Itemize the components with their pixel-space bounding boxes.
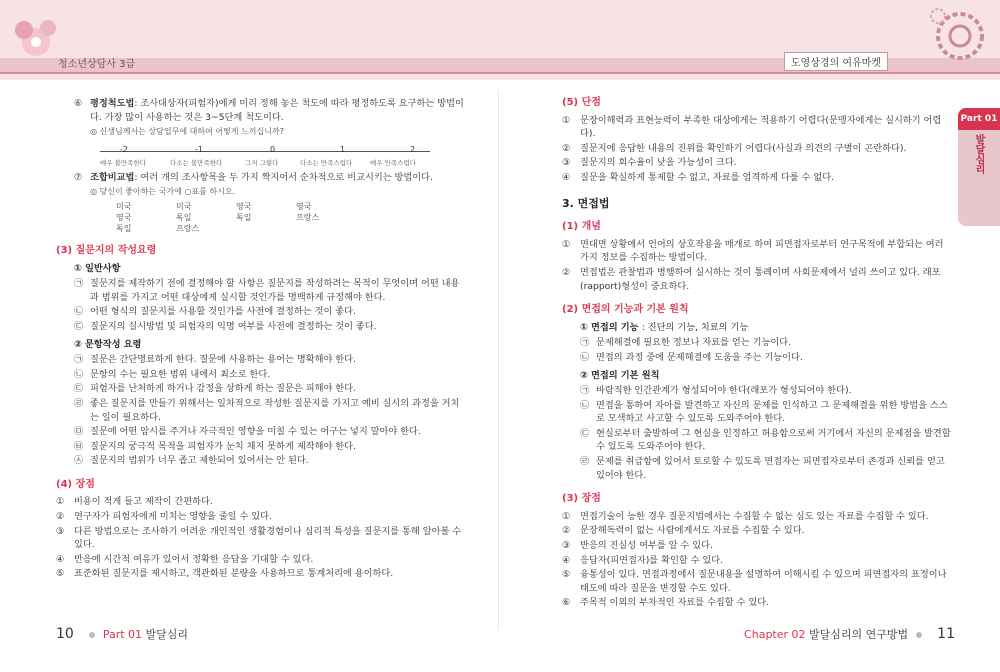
page-gutter [498,90,499,630]
book-title: 청소년상담사 3급 [58,59,136,70]
chapter-title: 발달심리의 연구방법 [809,628,909,641]
list-item [56,97,466,124]
item-text: 질문지의 회수율이 낮을 가능성이 크다. [580,157,737,169]
item-text: 면접기술이 능한 경우 질문지법에서는 수집할 수 없는 심도 있는 자료를 수집할 수 있다. [580,510,929,522]
item-text: 면접법은 관찰법과 병행하여 실시하는 것이 통례이며 사회문제에서 널리 쓰이고 있다. 래포(rapport)형성이 중요하다. [580,266,941,292]
scale-tick: -1 [195,144,203,154]
item-text: 바람직한 인간관계가 형성되어야 한다(래포가 형성되어야 한다). [596,385,852,397]
subsection-desc: : 진단의 기능, 치료의 기능 [641,321,749,333]
scale-label: 매우 불만족한다 [100,158,147,167]
list-item [562,554,954,568]
list-item [56,454,466,468]
item-text: 반응의 진실성 여부를 알 수 있다. [580,540,713,552]
item-text: 비용이 적게 들고 제작이 간편하다. [74,496,213,508]
page-number: 10 [56,626,74,642]
list-item [562,384,954,398]
right-footer [744,626,955,642]
section-heading: (3) 장점 [562,493,601,505]
bullet-dot-icon [89,632,95,638]
item-text: : 조사대상자(피험자)에게 미리 정해 놓은 척도에 따라 평정하도록 요구하는 방법이다. 가장 많이 사용하는 것은 3~5단계 척도이다. [90,98,464,123]
section-heading: (4) 장점 [56,478,95,490]
list-item [56,305,466,319]
country-pairs [116,201,466,234]
side-tab[interactable] [958,108,1000,226]
country-option[interactable]: 독일 [176,212,192,222]
part-label: Part 01 [102,628,143,641]
item-text: 질문에 어떤 암시를 주거나 자극적인 영향을 미칠 수 있는 어구는 넣지 말아야 한다. [90,426,421,438]
scale-label: 그저 그렇다 [245,158,279,167]
list-item [56,495,466,509]
flower-decoration-icon [6,2,66,72]
item-marker: ㉣ [74,397,84,409]
item-marker: ㉥ [74,440,84,452]
scale-tick: 0 [270,144,276,154]
part-title: 발달심리 [145,628,189,641]
item-text: 문제해결에 필요한 정보나 자료를 얻는 기능이다. [596,337,792,349]
list-item [562,427,954,454]
header-rule [0,72,1000,74]
list-item [56,567,466,581]
item-marker: ㉦ [74,455,84,467]
list-item [562,524,954,538]
chapter-label: Chapter 02 [744,628,806,641]
list-item [562,455,954,482]
item-text: 융통성이 있다. 면접과정에서 질문내용을 설명하여 이해시킬 수 있으며 피면접자의 표정이나 태도에 따라 질문을 변경할 수도 있다. [580,569,947,594]
item-marker: ㉠ [580,337,590,349]
item-text: 주목적 이외의 부차적인 자료를 수집할 수 있다. [580,597,770,609]
item-marker: ㉡ [74,306,84,318]
item-text: 질문지에 응답한 내용의 진위를 확인하기 어렵다(사실과 의견의 구별이 곤란하다). [580,142,907,154]
gear-decoration-icon [924,2,994,72]
scale-tick: 1 [340,144,346,154]
item-term: 평정척도법 [90,98,135,109]
list-item [562,351,954,365]
subsection-heading: ① 일반사항 [74,262,121,274]
item-text: 질문을 확실하게 통제할 수 없고, 자료를 엄격하게 다룰 수 없다. [580,171,835,183]
item-marker: ⑤ [562,569,571,581]
scale-line [100,151,430,152]
section-heading: (1) 개념 [562,221,601,233]
scale-label: 매우 만족스럽다 [370,158,417,167]
item-text: 면접의 과정 중에 문제해결에 도움을 주는 기능이다. [596,351,803,363]
item-marker: ① [562,114,571,126]
item-text: 어떤 형식의 질문지를 사용할 것인가를 사전에 결정하는 것이 좋다. [90,306,356,318]
list-item [562,171,954,185]
item-marker: ⑤ [56,568,65,580]
item-marker: ⑥ [74,98,83,109]
country-option[interactable]: 독일 [116,223,132,233]
section-title: 도영상경의 여유마켓 [784,52,888,71]
country-option[interactable]: 프랑스 [296,212,320,222]
item-marker: ㉡ [74,368,84,380]
list-item [562,510,954,524]
item-marker: ① [562,238,571,250]
item-marker: ④ [562,554,571,566]
list-item [56,382,466,396]
left-footer [56,626,188,642]
list-item [562,266,954,293]
list-item [562,156,954,170]
item-marker: ④ [562,171,571,183]
country-option[interactable]: 프랑스 [176,223,200,233]
list-item [56,553,466,567]
subsection-heading: ② 면접의 기본 원칙 [580,369,660,381]
item-text: 문장이해력과 표현능력이 부족한 대상에게는 적용하기 어렵다(문맹자에게는 실시하기 어렵다). [580,114,942,140]
item-marker: ② [562,266,571,278]
list-item [56,510,466,524]
list-item [56,368,466,382]
list-item [56,277,466,304]
item-text: 반응에 시간적 여유가 있어서 정확한 응답을 기대할 수 있다. [74,553,314,565]
left-page [56,96,466,582]
example-note: ◎ 신생님께서는 상담업무에 대하여 어떻게 느끼십니까? [90,127,284,137]
item-text: 문항의 수는 필요한 범위 내에서 최소로 한다. [90,368,271,380]
item-text: 연구자가 피험자에게 미치는 영향을 줄일 수 있다. [74,511,272,523]
item-marker: ③ [56,525,65,537]
item-term: 조합비교법 [90,171,135,183]
item-marker: ㉡ [580,351,590,363]
item-text: 면접을 통하여 자아를 발견하고 자신의 문제를 인식하고 그 문제해결을 위한 방법을 스스로 모색하고 사고할 수 있도록 도와주어야 한다. [596,399,948,425]
side-tab-label: 발달심리 [973,134,984,174]
item-marker: ② [562,525,571,537]
item-text: 질문지의 범위가 너무 좁고 제한되어 있어서는 안 된다. [90,455,309,467]
item-marker: ㉢ [580,427,590,439]
item-marker: ④ [56,553,65,565]
section-heading: (5) 단점 [562,97,601,108]
item-marker: ㉠ [580,385,590,397]
list-item [56,171,466,185]
country-option[interactable]: 영국 [296,201,312,211]
rating-scale [100,143,430,167]
country-option[interactable]: 영국 [116,212,132,222]
subsection-label: ① 면접의 기능 [580,321,639,333]
item-marker: ㉢ [74,320,84,332]
item-marker: ② [56,511,65,523]
item-text: 질문은 간단명료하게 한다. 질문에 사용하는 용어는 명확해야 한다. [90,354,356,366]
item-text: 현실로부터 출발하여 그 현실을 인정하고 허용함으로써 거기에서 자신의 문제점을 발견할 수 있도록 도와주어야 한다. [596,427,951,453]
item-marker: ㉠ [74,354,84,366]
item-text: 응답자(피면접자)를 확인할 수 있다. [580,554,724,566]
item-marker: ㉤ [74,426,84,438]
item-text: 질문지의 실시방법 및 피험자의 익명 여부를 사전에 결정하는 것이 좋다. [90,320,377,332]
bullet-dot-icon [916,632,922,638]
chapter-section-heading: 3. 면접법 [562,196,610,210]
item-text: 문장해독력이 없는 사람에게서도 자료를 수집할 수 있다. [580,525,805,537]
item-marker: ① [56,496,65,508]
item-text: 좋은 질문지를 만들기 위해서는 일차적으로 작성한 질문지를 가지고 예비 실시의 과정을 거치는 일이 필요하다. [90,397,460,423]
side-tab-part: Part 01 [958,108,1000,130]
scale-label: 다소는 불만족한다 [170,158,223,167]
subsection-heading: ② 문항작성 요령 [74,338,142,350]
item-marker: ③ [562,157,571,169]
list-item [562,142,954,156]
list-item [56,440,466,454]
list-item [56,425,466,439]
item-marker: ⑥ [562,597,571,609]
item-text: 문제를 취급함에 있어서 토로할 수 있도록 면접자는 피면접자로부터 존경과 신뢰를 얻고 있어야 한다. [596,456,945,481]
page-number: 11 [937,626,955,642]
section-heading: (2) 면접의 기능과 기본 원칙 [562,304,689,316]
item-text: 면대면 상황에서 언어의 상호작용을 매개로 하여 피면접자로부터 연구목적에 부합되는 여러 가지 정보를 수집하는 방법이다. [580,238,944,264]
scale-tick: -2 [120,144,128,154]
list-item [562,399,954,426]
list-item [562,568,954,595]
right-page [562,96,954,611]
list-item [562,336,954,350]
item-text: 다른 방법으로는 조사하기 어려운 개인적인 생활경험이나 심리적 특성을 질문지를 통해 알아볼 수 있다. [74,525,462,551]
list-item [562,596,954,610]
item-marker: ㉡ [580,399,590,411]
item-marker: ㉣ [580,456,590,468]
item-marker: ㉢ [74,383,84,395]
item-text: 피험자를 난처하게 하거나 감정을 상하게 하는 질문은 피해야 한다. [90,383,356,395]
scale-label: 다소는 만족스럽다 [300,158,353,167]
list-item [562,238,954,265]
item-text: 질문지를 제작하기 전에 결정해야 할 사항은 질문지를 작성하려는 목적이 무엇이며 어떤 내용과 범위를 가지고 어떤 대상에게 실시할 것인가를 명백하게 규정해야 한다. [90,278,460,303]
scale-tick: 2 [410,144,416,154]
list-item [562,114,954,141]
list-item [562,539,954,553]
item-text: : 여러 개의 조사항목을 두 가지 짝지어서 순차적으로 비교시키는 방법이다. [134,171,433,183]
list-item [56,320,466,334]
country-option[interactable]: 미국 [116,201,132,211]
item-marker: ② [562,142,571,154]
list-item [56,397,466,424]
subsection-heading [580,321,954,335]
section-heading: (3) 질문지의 작성요령 [56,244,157,256]
item-text: 표준화된 질문지를 제시하고, 객관화된 분량을 사용하므로 통계처리에 용이하다. [74,568,394,580]
item-marker: ⑦ [74,171,83,183]
list-item [56,353,466,367]
list-item [56,525,466,552]
country-option[interactable]: 독일 [236,212,252,222]
item-text: 질문지의 궁극적 목적을 피험자가 눈치 채지 못하게 제작해야 한다. [90,440,356,452]
country-option[interactable]: 영국 [236,201,252,211]
item-marker: ㉠ [74,278,84,290]
item-marker: ③ [562,540,571,552]
item-marker: ① [562,510,571,522]
example-note: ◎ 당신이 좋아하는 국가에 ○표를 하시오. [90,187,236,197]
country-option[interactable]: 미국 [176,201,192,211]
